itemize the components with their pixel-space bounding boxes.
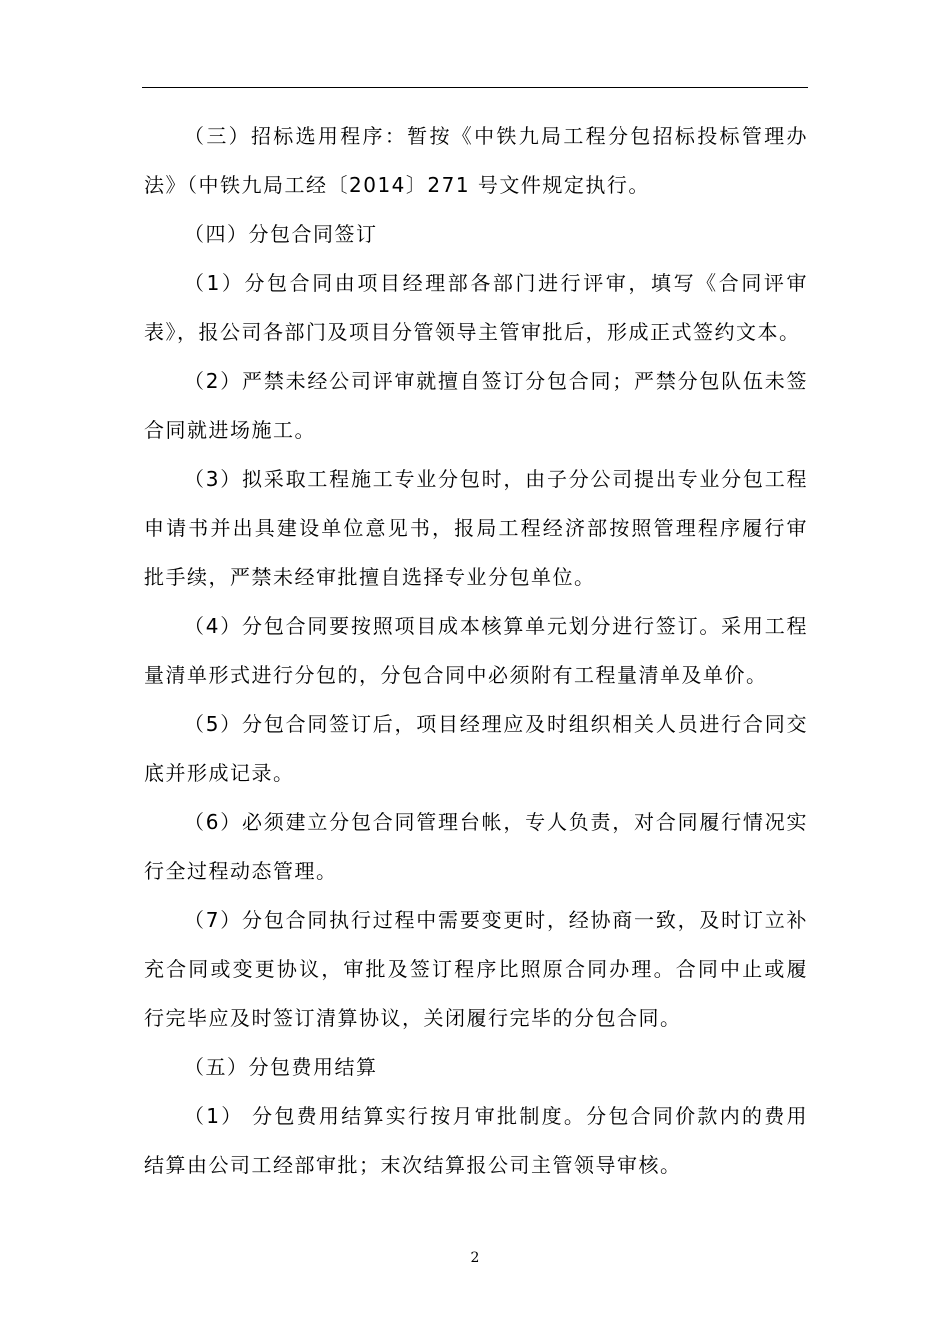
page-number: 2	[470, 1250, 480, 1266]
paragraph-contract-ledger: （6）必须建立分包合同管理台帐，专人负责，对合同履行情况实行全过程动态管理。	[144, 810, 808, 883]
paragraph-contract-briefing: （5）分包合同签订后，项目经理应及时组织相关人员进行合同交底并形成记录。	[144, 712, 808, 785]
paragraph-contract-review: （1）分包合同由项目经理部各部门进行评审，填写《合同评审表》，报公司各部门及项目分管领导主管审批后，形成正式签约文本。	[144, 271, 808, 344]
header-rule	[142, 87, 808, 88]
paragraph-cost-units: （4）分包合同要按照项目成本核算单元划分进行签订。采用工程量清单形式进行分包的，分包合同中必须附有工程量清单及单价。	[144, 614, 808, 687]
paragraph-bidding-procedure: （三）招标选用程序：暂按《中铁九局工程分包招标投标管理办法》（中铁九局工经〔2014〕271 号文件规定执行。	[144, 124, 808, 197]
paragraph-monthly-settlement: （1） 分包费用结算实行按月审批制度。分包合同价款内的费用结算由公司工经部审批；末次结算报公司主管领导审核。	[144, 1104, 808, 1177]
paragraph-unauthorized-signing: （2）严禁未经公司评审就擅自签订分包合同；严禁分包队伍未签合同就进场施工。	[144, 369, 808, 442]
paragraph-contract-changes: （7）分包合同执行过程中需要变更时，经协商一致，及时订立补充合同或变更协议，审批及签订程序比照原合同办理。合同中止或履行完毕应及时签订清算协议，关闭履行完毕的分包合同。	[144, 908, 808, 1030]
document-body	[144, 112, 808, 1190]
paragraph-specialized-subcontract: （3）拟采取工程施工专业分包时，由子分公司提出专业分包工程申请书并出具建设单位意见书，报局工程经济部按照管理程序履行审批手续，严禁未经审批擅自选择专业分包单位。	[144, 467, 808, 589]
heading-cost-settlement: （五）分包费用结算	[184, 1055, 378, 1079]
heading-contract-signing: （四）分包合同签订	[184, 222, 378, 246]
